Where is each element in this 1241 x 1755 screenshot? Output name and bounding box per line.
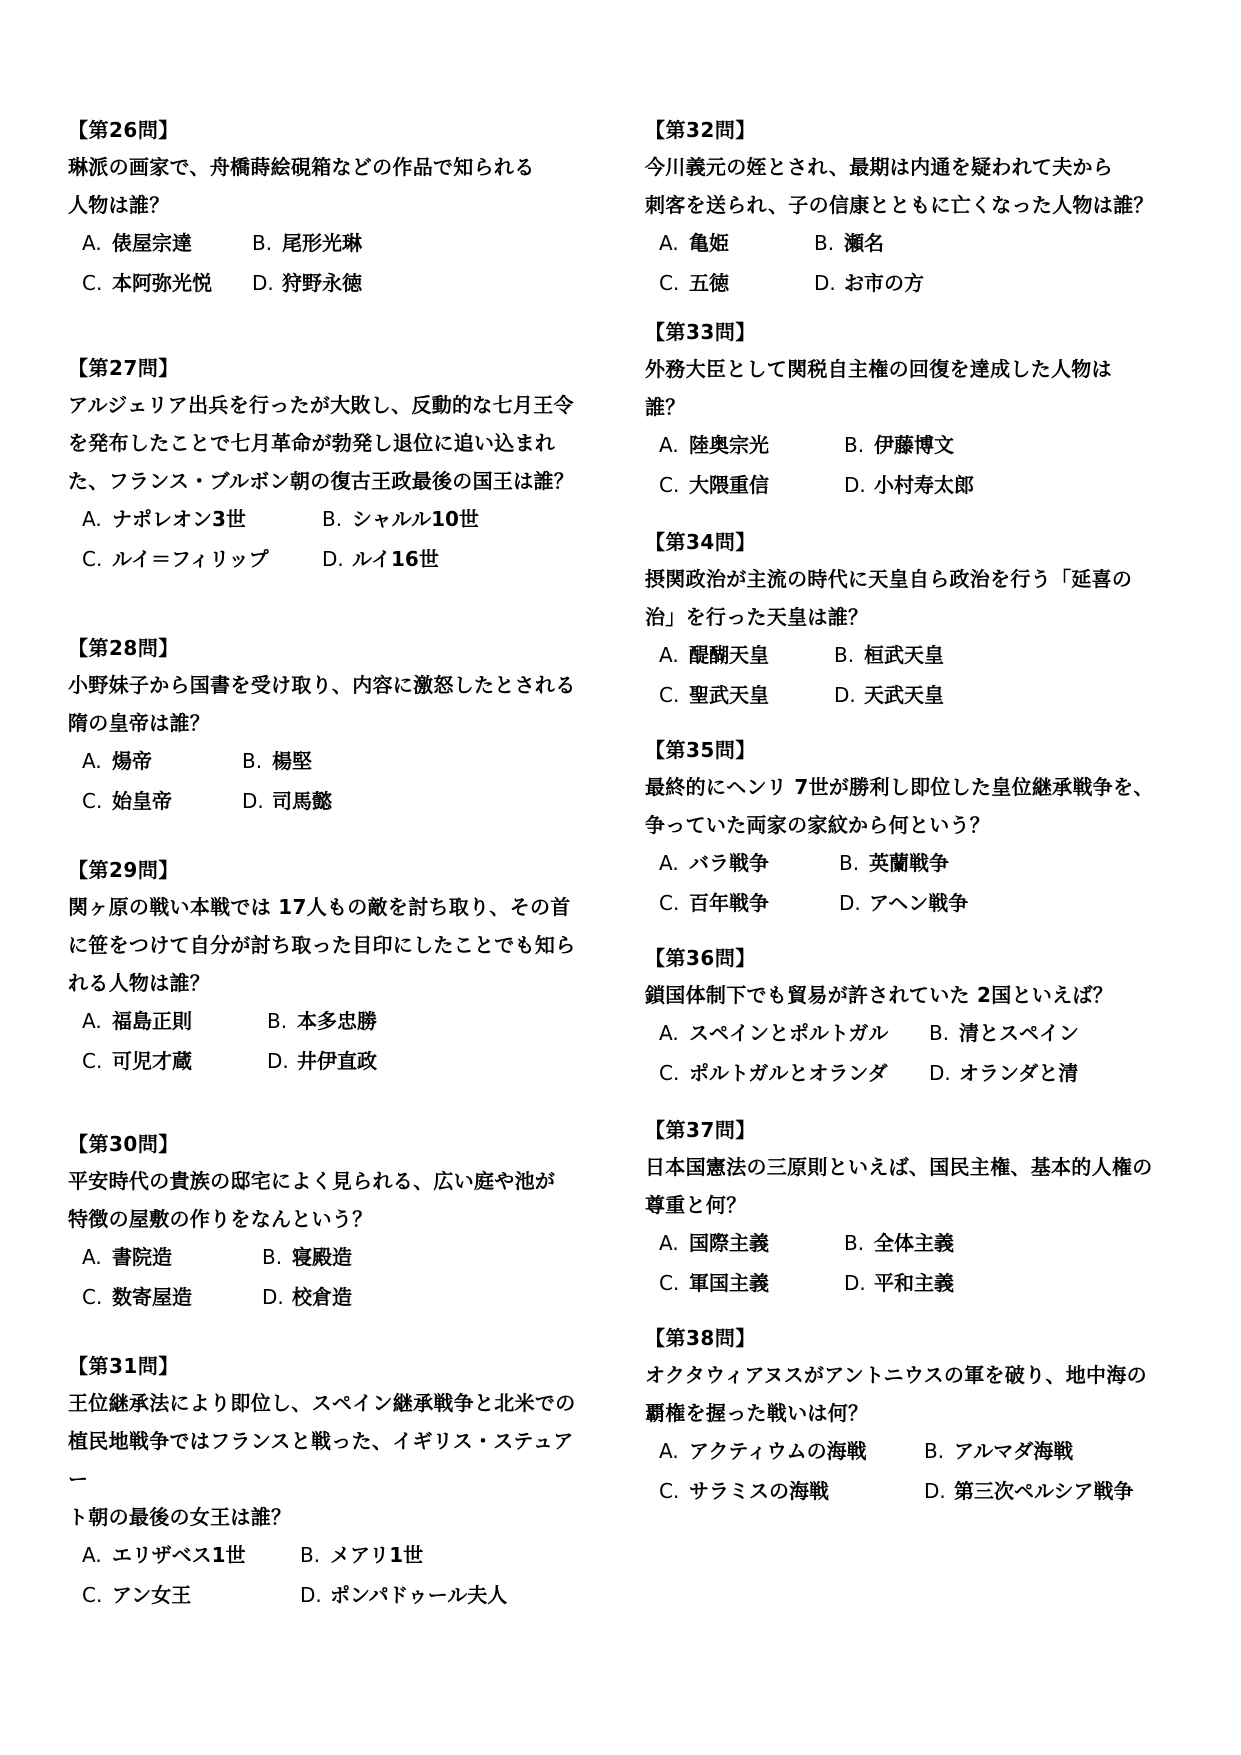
option-a: A. 書院造 — [82, 1245, 172, 1269]
question-28 — [68, 636, 588, 818]
question-number: 【第34問】 — [645, 530, 756, 554]
option-d: D. 平和主義 — [844, 1271, 954, 1295]
question-number: 【第30問】 — [68, 1132, 179, 1156]
option-a: A. 醍醐天皇 — [659, 643, 769, 667]
option-b: B. 瀬名 — [814, 231, 884, 255]
question-number: 【第32問】 — [645, 118, 756, 142]
option-d: D. 司馬懿 — [242, 789, 332, 813]
option-b: B. 全体主義 — [844, 1231, 954, 1255]
option-c: C. 聖武天皇 — [659, 683, 769, 707]
question-27 — [68, 356, 588, 576]
option-b: B. メアリ1世 — [300, 1543, 424, 1567]
option-b: B. 伊藤博文 — [844, 433, 954, 457]
option-d: D. 小村寿太郎 — [844, 473, 974, 497]
option-b: B. 英蘭戦争 — [839, 851, 949, 875]
option-b: B. 本多忠勝 — [267, 1009, 377, 1033]
option-c: C. 五徳 — [659, 271, 729, 295]
question-30 — [68, 1132, 588, 1314]
question-29 — [68, 858, 588, 1078]
question-36 — [645, 946, 1185, 1090]
question-number: 【第31問】 — [68, 1354, 179, 1378]
option-a: A. 国際主義 — [659, 1231, 769, 1255]
option-d: D. ルイ16世 — [322, 547, 439, 571]
option-d: D. ポンパドゥール夫人 — [300, 1583, 508, 1607]
question-31 — [68, 1354, 588, 1612]
option-b: B. 清とスペイン — [929, 1021, 1079, 1045]
option-c: C. サラミスの海戦 — [659, 1479, 829, 1503]
option-d: D. オランダと清 — [929, 1061, 1079, 1085]
question-35 — [645, 738, 1185, 920]
option-a: A. エリザベス1世 — [82, 1543, 246, 1567]
option-c: C. 軍国主義 — [659, 1271, 769, 1295]
question-text: 王位継承法により即位し、スペイン継承戦争と北米での 植民地戦争ではフランスと戦った、イギリス・ステュアー ト朝の最後の女王は誰？ — [68, 1391, 576, 1529]
option-c: C. 可児才蔵 — [82, 1049, 192, 1073]
option-c: C. ポルトガルとオランダ — [659, 1061, 888, 1085]
question-32 — [645, 118, 1185, 300]
question-number: 【第29問】 — [68, 858, 179, 882]
question-text: 最終的にヘンリ 7世が勝利し即位した皇位継承戦争を、 争っていた両家の家紋から何という？ — [645, 775, 1154, 837]
question-34 — [645, 530, 1185, 712]
option-b: B. 桓武天皇 — [834, 643, 944, 667]
option-a: A. 煬帝 — [82, 749, 152, 773]
option-c: C. 百年戦争 — [659, 891, 769, 915]
question-text: 外務大臣として関税自主権の回復を達成した人物は 誰？ — [645, 357, 1112, 419]
option-c: C. 本阿弥光悦 — [82, 271, 212, 295]
option-a: A. 亀姫 — [659, 231, 729, 255]
option-a: A. ナポレオン3世 — [82, 507, 246, 531]
option-a: A. アクティウムの海戦 — [659, 1439, 867, 1463]
question-number: 【第37問】 — [645, 1118, 756, 1142]
question-number: 【第33問】 — [645, 320, 756, 344]
option-b: B. 楊堅 — [242, 749, 312, 773]
question-number: 【第28問】 — [68, 636, 179, 660]
option-c: C. 始皇帝 — [82, 789, 172, 813]
option-d: D. 狩野永徳 — [252, 271, 362, 295]
question-number: 【第26問】 — [68, 118, 179, 142]
question-38 — [645, 1326, 1185, 1508]
question-number: 【第38問】 — [645, 1326, 756, 1350]
option-a: A. 陸奥宗光 — [659, 433, 769, 457]
option-b: B. 寝殿造 — [262, 1245, 352, 1269]
question-text: 摂関政治が主流の時代に天皇自ら政治を行う「延喜の 治」を行った天皇は誰？ — [645, 567, 1133, 629]
option-c: C. ルイ＝フィリップ — [82, 547, 269, 571]
option-a: A. バラ戦争 — [659, 851, 769, 875]
option-c: C. アン女王 — [82, 1583, 192, 1607]
question-26 — [68, 118, 588, 300]
question-37 — [645, 1118, 1185, 1300]
option-b: B. アルマダ海戦 — [924, 1439, 1074, 1463]
question-text: 日本国憲法の三原則といえば、国民主権、基本的人権の 尊重と何？ — [645, 1155, 1153, 1217]
question-number: 【第27問】 — [68, 356, 179, 380]
option-a: A. スペインとポルトガル — [659, 1021, 889, 1045]
option-d: D. 校倉造 — [262, 1285, 352, 1309]
option-a: A. 福島正則 — [82, 1009, 192, 1033]
question-text: 関ヶ原の戦い本戦では 17人もの敵を討ち取り、その首 に笹をつけて自分が討ち取った目印にしたことでも知ら れる人物は誰？ — [68, 895, 576, 995]
option-d: D. お市の方 — [814, 271, 924, 295]
question-number: 【第35問】 — [645, 738, 756, 762]
question-number: 【第36問】 — [645, 946, 756, 970]
question-text: 小野妹子から国書を受け取り、内容に激怒したとされる 隋の皇帝は誰？ — [68, 673, 576, 735]
question-text: 琳派の画家で、舟橋蒔絵硯箱などの作品で知られる 人物は誰？ — [68, 155, 535, 217]
option-b: B. 尾形光琳 — [252, 231, 362, 255]
option-b: B. シャルル10世 — [322, 507, 479, 531]
option-d: D. 井伊直政 — [267, 1049, 377, 1073]
question-text: オクタウィアヌスがアントニウスの軍を破り、地中海の 覇権を握った戦いは何？ — [645, 1363, 1147, 1425]
question-text: 鎖国体制下でも貿易が許されていた 2国といえば？ — [645, 983, 1114, 1007]
question-text: アルジェリア出兵を行ったが大敗し、反動的な七月王令 を発布したことで七月革命が勃発し退位に追い込まれ た、フランス・ブルボン朝の復古王政最後の国王は誰？ — [68, 393, 575, 493]
option-c: C. 数寄屋造 — [82, 1285, 192, 1309]
option-d: D. 天武天皇 — [834, 683, 944, 707]
option-d: D. 第三次ペルシア戦争 — [924, 1479, 1134, 1503]
question-text: 今川義元の姪とされ、最期は内通を疑われて夫から 刺客を送られ、子の信康とともに亡くなった人物は誰？ — [645, 155, 1154, 217]
option-a: A. 俵屋宗達 — [82, 231, 192, 255]
question-text: 平安時代の貴族の邸宅によく見られる、広い庭や池が 特徴の屋敷の作りをなんという？ — [68, 1169, 556, 1231]
option-c: C. 大隈重信 — [659, 473, 769, 497]
question-33 — [645, 320, 1185, 502]
option-d: D. アヘン戦争 — [839, 891, 969, 915]
